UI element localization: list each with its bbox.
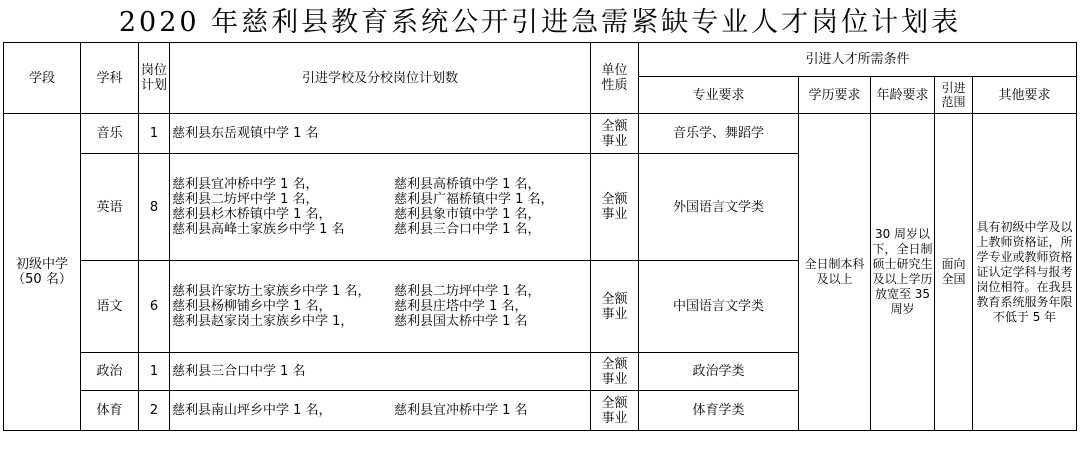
school-line (172, 299, 589, 314)
school-line (172, 207, 589, 222)
schools-cell (170, 261, 591, 353)
schools-cell (170, 154, 591, 261)
header-schools: 引进学校及分校岗位计划数 (170, 43, 591, 114)
nature-line-2: 事业 (601, 207, 628, 222)
table-row (4, 114, 1077, 154)
school-entry: 慈利县高峰土家族乡中学 1 名 (172, 222, 345, 237)
stage-cell (4, 114, 81, 431)
nature-line-1: 全额 (601, 118, 628, 134)
nature-cell (591, 353, 639, 391)
header-row-1 (4, 43, 1077, 77)
school-entry: 慈利县南山坪乡中学 1 名， (172, 403, 332, 418)
school-line (172, 222, 589, 237)
subject-cell: 政治 (81, 353, 139, 391)
nature-line-1: 全额 (601, 291, 628, 307)
school-line (172, 192, 589, 207)
nature-line-2: 事业 (601, 410, 628, 426)
major-cell: 外国语言文学类 (639, 154, 799, 261)
school-line (172, 314, 589, 329)
header-posts-line-1: 岗位 (140, 63, 167, 78)
count-cell: 1 (139, 114, 170, 154)
other-cell: 具有初级中学及以上教师资格证，所学专业或教师资格证认定学科与报考岗位相符。在我县教育系统服务年限不低于 5 年 (973, 114, 1077, 431)
header-major: 专业要求 (639, 77, 799, 114)
stage-line-2: （50 名） (12, 272, 72, 287)
school-entry: 慈利县高桥镇中学 1 名， (394, 177, 541, 192)
schools-cell (170, 391, 591, 431)
header-education: 学历要求 (799, 77, 871, 114)
school-entry: 慈利县许家坊土家族乡中学 1 名， (172, 284, 371, 299)
school-entry: 慈利县二坊坪中学 1 名， (172, 192, 319, 207)
header-unit-nature-line-1: 单位 (601, 63, 628, 78)
header-posts-line-2: 计划 (140, 78, 167, 93)
nature-line-1: 全额 (601, 395, 628, 411)
page-title: 2020 年慈利县教育系统公开引进急需紧缺专业人才岗位计划表 (118, 7, 962, 38)
subject-cell: 音乐 (81, 114, 139, 154)
header-age: 年龄要求 (871, 77, 935, 114)
subject-cell: 英语 (81, 154, 139, 261)
count-cell: 1 (139, 353, 170, 391)
nature-cell (591, 261, 639, 353)
nature-line-2: 事业 (601, 133, 628, 149)
school-entry: 慈利县三合口中学 1 名， (394, 222, 541, 237)
nature-cell (591, 114, 639, 154)
nature-line-2: 事业 (601, 371, 628, 387)
count-cell: 8 (139, 154, 170, 261)
major-cell: 中国语言文学类 (639, 261, 799, 353)
recruitment-plan-table (3, 42, 1077, 431)
school-entry: 慈利县杨柳铺乡中学 1 名， (172, 299, 332, 314)
header-stage: 学段 (4, 43, 81, 114)
school-entry: 慈利县庄塔中学 1 名， (394, 299, 528, 314)
subject-cell: 体育 (81, 391, 139, 431)
school-line (172, 284, 589, 299)
stage-line-1: 初级中学 (15, 257, 68, 272)
age-cell: 30 周岁以下，全日制硕士研究生及以上学历放宽至 35 周岁 (871, 114, 935, 431)
school-line (172, 177, 589, 192)
schools-cell (170, 353, 591, 391)
school-entry: 慈利县二坊坪中学 1 名， (394, 284, 541, 299)
count-cell: 2 (139, 391, 170, 431)
nature-line-2: 事业 (601, 306, 628, 322)
header-subject: 学科 (81, 43, 139, 114)
school-line (172, 403, 589, 418)
header-conditions: 引进人才所需条件 (639, 43, 1077, 77)
schools-cell (170, 114, 591, 154)
school-entry: 慈利县象市镇中学 1 名， (394, 207, 541, 222)
school-entry: 慈利县杉木桥镇中学 1 名， (172, 207, 332, 222)
education-cell: 全日制本科及以上 (799, 114, 871, 431)
school-entry: 慈利县宜冲桥中学 1 名 (394, 403, 528, 418)
school-line: 慈利县东岳观镇中学 1 名 (172, 126, 319, 141)
nature-line-1: 全额 (601, 356, 628, 372)
header-scope (935, 77, 973, 114)
major-cell: 体育学类 (639, 391, 799, 431)
school-entry: 慈利县广福桥镇中学 1 名， (394, 192, 554, 207)
school-entry: 慈利县赵家岗土家族乡中学 1， (172, 314, 354, 329)
nature-line-1: 全额 (601, 192, 628, 207)
count-cell: 6 (139, 261, 170, 353)
header-scope-line-2: 范围 (941, 95, 966, 109)
header-posts (139, 43, 170, 114)
major-cell: 政治学类 (639, 353, 799, 391)
header-unit-nature (591, 43, 639, 114)
nature-cell (591, 154, 639, 261)
school-entry: 慈利县宜冲桥中学 1 名， (172, 177, 319, 192)
scope-cell: 面向全国 (935, 114, 973, 431)
nature-cell (591, 391, 639, 431)
header-other: 其他要求 (973, 77, 1077, 114)
header-unit-nature-line-2: 性质 (601, 78, 628, 93)
subject-cell: 语文 (81, 261, 139, 353)
major-cell: 音乐学、舞蹈学 (639, 114, 799, 154)
school-entry: 慈利县国太桥中学 1 名 (394, 314, 528, 329)
school-line: 慈利县三合口中学 1 名 (172, 364, 306, 379)
header-scope-line-1: 引进 (941, 81, 966, 95)
